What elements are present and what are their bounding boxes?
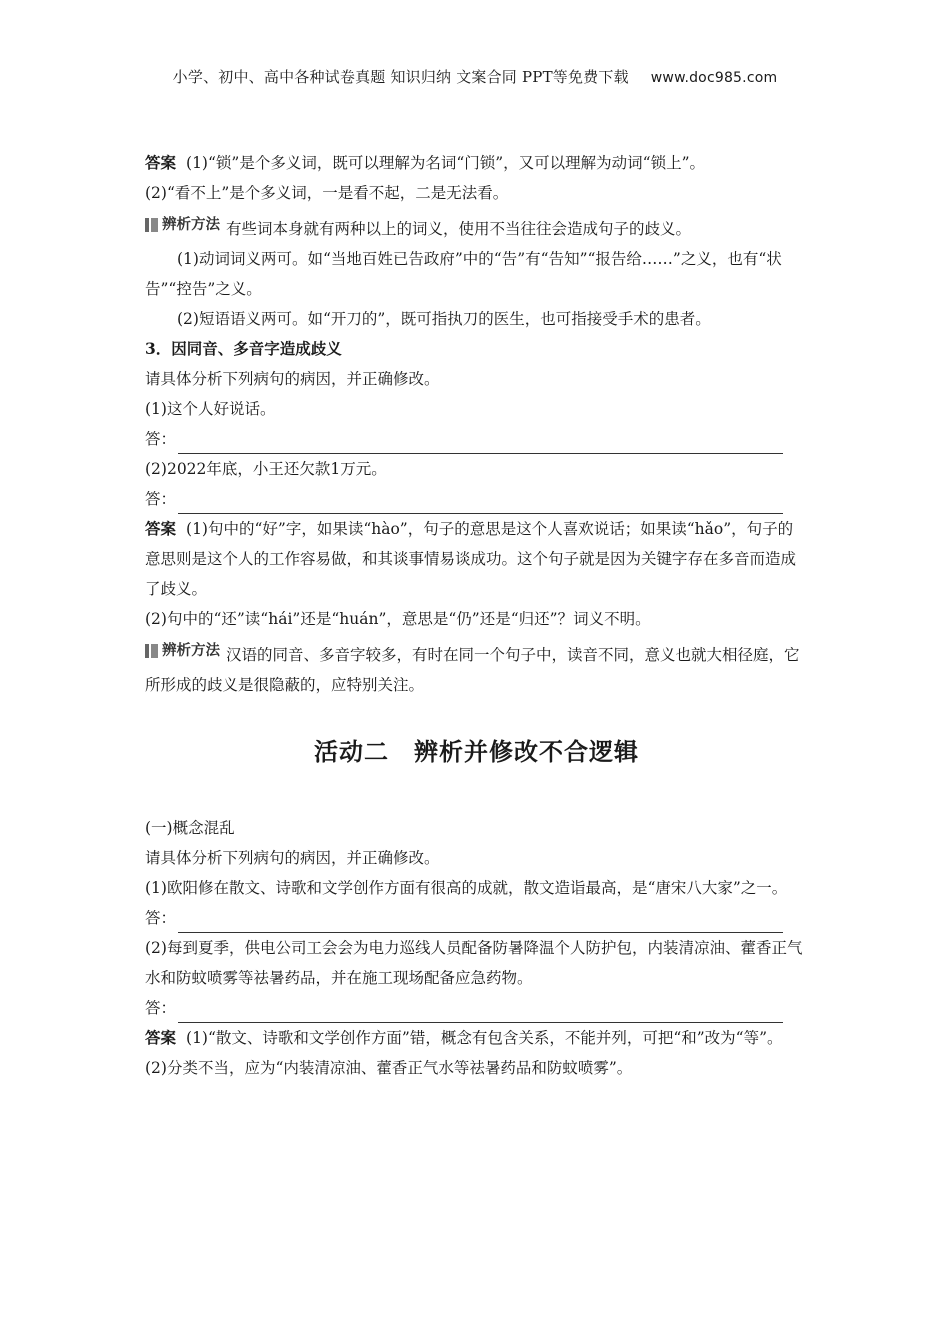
answer-prompt: 答：: [145, 430, 177, 448]
method-text: 汉语的同音、多音字较多，有时在同一个句子中，读音不同，意义也就大相径庭，它所形成的歧义是很隐蔽的，应特别关注。: [145, 646, 800, 694]
answer-text-2: (2)“看不上”是个多义词，一是看不起，二是无法看。: [145, 184, 509, 202]
answer-blank: [178, 493, 783, 514]
question-1: (1)这个人好说话。: [145, 400, 276, 418]
method-tag: [145, 636, 220, 666]
answer-prompt: 答：: [145, 999, 177, 1017]
answer-line: [145, 424, 808, 454]
answer-text-2: (2)句中的“还”读“hái”还是“huán”，意思是“仍”还是“归还”？词义不明。: [145, 610, 651, 628]
method-block: [145, 210, 808, 244]
question-1: (1)欧阳修在散文、诗歌和文学创作方面有很高的成就，散文造诣最高，是“唐宋八大家”之一。: [145, 879, 788, 897]
method-bar-icon: [145, 644, 149, 658]
method-label: 辨析方法: [162, 643, 220, 659]
section-heading: 3．因同音、多音字造成歧义: [145, 339, 342, 358]
instruction: 请具体分析下列病句的病因，并正确修改。: [145, 849, 440, 867]
section-title: 活动二 辨析并修改不合逻辑: [314, 737, 639, 766]
header-site: www.doc985.com: [650, 70, 778, 86]
answer-label: 答案: [145, 519, 177, 538]
answer-line: [145, 993, 808, 1023]
method-tag: [145, 210, 220, 240]
answer-label: 答案: [145, 1028, 177, 1047]
method-text: 有些词本身就有两种以上的词义，使用不当往往会造成句子的歧义。: [226, 220, 692, 238]
document-body: [145, 148, 808, 1083]
answer-blank: [178, 1002, 783, 1023]
instruction: 请具体分析下列病句的病因，并正确修改。: [145, 370, 440, 388]
answer-prompt: 答：: [145, 909, 177, 927]
answer-text: (1)“锁”是个多义词，既可以理解为名词“门锁”，又可以理解为动词“锁上”。: [186, 154, 706, 172]
method-bar-icon: [151, 644, 158, 658]
question-2: (2)2022年底，小王还欠款1万元。: [145, 460, 387, 478]
header-text: 小学、初中、高中各种试卷真题 知识归纳 文案合同 PPT等免费下载: [172, 68, 629, 86]
page-header: [0, 66, 950, 87]
question-2: (2)每到夏季，供电公司工会会为电力巡线人员配备防暑降温个人防护包，内装清凉油、藿香正气水和防蚊喷雾等祛暑药品，并在施工现场配备应急药物。: [145, 939, 803, 987]
method-bar-icon: [151, 218, 158, 232]
answer-blank: [178, 433, 783, 454]
answer-text: (1)句中的“好”字，如果读“hào”，句子的意思是这个人喜欢说话；如果读“hǎo”，句子的意思则是这个人的工作容易做，和其谈事情易谈成功。这个句子就是因为关键字存在多音而造成了歧义。: [145, 520, 797, 598]
answer-block: [145, 514, 808, 604]
answer-block: [145, 148, 808, 178]
method-point-1: (1)动词词义两可。如“当地百姓已告政府”中的“告”有“告知”“报告给……”之义，也有“状告”“控告”之义。: [145, 250, 782, 298]
answer-blank: [178, 912, 783, 933]
answer-text: (1)“散文、诗歌和文学创作方面”错，概念有包含关系，不能并列，可把“和”改为“等”。: [186, 1029, 783, 1047]
answer-line: [145, 903, 808, 933]
method-point-2: (2)短语语义两可。如“开刀的”，既可指执刀的医生，也可指接受手术的患者。: [177, 310, 711, 328]
method-bar-icon: [145, 218, 149, 232]
answer-line: [145, 484, 808, 514]
answer-text-2: (2)分类不当，应为“内装清凉油、藿香正气水等祛暑药品和防蚊喷雾”。: [145, 1059, 633, 1077]
method-label: 辨析方法: [162, 217, 220, 233]
method-block: [145, 636, 808, 700]
subsection-heading: (一)概念混乱: [145, 819, 235, 837]
answer-label: 答案: [145, 153, 177, 172]
answer-prompt: 答：: [145, 490, 177, 508]
answer-block: [145, 1023, 808, 1053]
